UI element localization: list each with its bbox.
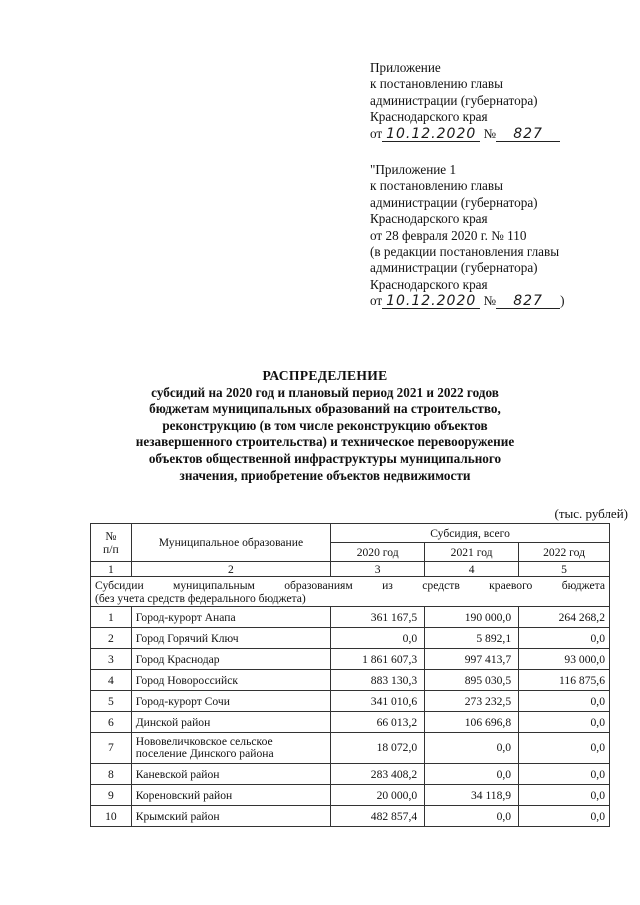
section-word: образованиям [284, 579, 353, 592]
appendix-line: администрации (губернатора) [370, 92, 538, 108]
section-cell [91, 577, 610, 607]
value-2021-cell: 0,0 [425, 764, 519, 785]
municipality-cell: Город-курорт Анапа [131, 607, 330, 628]
index-cell: 1 [91, 562, 132, 577]
value-2022-cell: 0,0 [519, 628, 610, 649]
section-word: средств [422, 579, 460, 592]
handwritten-date: 10.12.2020 [382, 127, 480, 142]
table-row [91, 649, 610, 670]
table-row [91, 806, 610, 827]
value-2020-cell: 482 857,4 [331, 806, 425, 827]
title-main: РАСПРЕДЕЛЕНИЕ [262, 368, 388, 383]
header-number: № п/п [91, 524, 132, 562]
section-line-2: (без учета средств федерального бюджета) [95, 592, 306, 605]
row-number-cell: 8 [91, 764, 132, 785]
value-2022-cell: 0,0 [519, 764, 610, 785]
index-cell: 2 [131, 562, 330, 577]
row-number-cell: 2 [91, 628, 132, 649]
appendix-line: Краснодарского края [370, 109, 488, 125]
row-number-cell: 9 [91, 785, 132, 806]
value-2021-cell: 34 118,9 [425, 785, 519, 806]
handwritten-number: 827 [496, 127, 560, 142]
value-2022-cell: 264 268,2 [519, 607, 610, 628]
appendix-line: Приложение [370, 60, 441, 75]
header-municipality: Муниципальное образование [131, 524, 330, 562]
date-prefix: от [370, 293, 383, 309]
value-2022-cell: 0,0 [519, 712, 610, 733]
index-row [91, 562, 610, 577]
section-word: муниципальным [173, 579, 255, 592]
table-row [91, 628, 610, 649]
section-word: бюджета [561, 579, 605, 592]
appendix1-line: Краснодарского края [370, 276, 488, 292]
table-row [91, 670, 610, 691]
document-title [90, 368, 560, 484]
title-line: значения, приобретение объектов недвижимости [179, 467, 471, 483]
value-2022-cell: 0,0 [519, 691, 610, 712]
title-line: объектов общественной инфраструктуры муниципального [148, 450, 502, 466]
section-word: Субсидии [95, 579, 144, 592]
table-row [91, 691, 610, 712]
title-line: незавершенного строительства) и техническое перевооружение [135, 434, 515, 450]
number-label: № [483, 293, 497, 309]
row-number-cell: 5 [91, 691, 132, 712]
value-2020-cell: 18 072,0 [331, 733, 425, 764]
value-2021-cell: 0,0 [425, 806, 519, 827]
municipality-cell: Нововеличковское сельское поселение Динского района [131, 733, 330, 764]
value-2022-cell: 0,0 [519, 806, 610, 827]
header-subsidy: Субсидия, всего [331, 524, 610, 543]
row-number-cell: 3 [91, 649, 132, 670]
value-2020-cell: 0,0 [331, 628, 425, 649]
value-2021-cell: 997 413,7 [425, 649, 519, 670]
appendix-header [370, 60, 560, 142]
value-2021-cell: 273 232,5 [425, 691, 519, 712]
index-cell: 5 [519, 562, 610, 577]
title-line: субсидий на 2020 год и плановый период 2021 и 2022 годов [151, 384, 499, 400]
value-2021-cell: 106 696,8 [425, 712, 519, 733]
appendix-date-line [370, 126, 560, 142]
index-cell: 3 [331, 562, 425, 577]
appendix1-line: "Приложение 1 [370, 162, 457, 177]
table-row [91, 607, 610, 628]
value-2020-cell: 66 013,2 [331, 712, 425, 733]
value-2022-cell: 116 875,6 [519, 670, 610, 691]
row-number-cell: 1 [91, 607, 132, 628]
value-2020-cell: 883 130,3 [331, 670, 425, 691]
row-number-cell: 7 [91, 733, 132, 764]
index-cell: 4 [425, 562, 519, 577]
value-2021-cell: 190 000,0 [425, 607, 519, 628]
closing-paren: ) [560, 293, 565, 309]
table-row [91, 785, 610, 806]
value-2021-cell: 895 030,5 [425, 670, 519, 691]
handwritten-number: 827 [496, 294, 560, 309]
municipality-cell: Город-курорт Сочи [131, 691, 330, 712]
value-2020-cell: 1 861 607,3 [331, 649, 425, 670]
title-line: реконструкцию (в том числе реконструкцию объектов [162, 417, 488, 433]
appendix1-line: администрации (губернатора) [370, 194, 538, 210]
header-year-2021: 2021 год [425, 543, 519, 562]
table-row [91, 764, 610, 785]
section-word: из [382, 579, 393, 592]
value-2020-cell: 283 408,2 [331, 764, 425, 785]
title-line: бюджетам муниципальных образований на строительство, [149, 401, 501, 417]
value-2022-cell: 0,0 [519, 733, 610, 764]
municipality-cell: Каневской район [131, 764, 330, 785]
date-prefix: от [370, 125, 383, 141]
value-2020-cell: 20 000,0 [331, 785, 425, 806]
municipality-cell: Город Краснодар [131, 649, 330, 670]
header-year-2020: 2020 год [331, 543, 425, 562]
value-2022-cell: 93 000,0 [519, 649, 610, 670]
row-number-cell: 10 [91, 806, 132, 827]
municipality-cell: Город Горячий Ключ [131, 628, 330, 649]
appendix1-line: Краснодарского края [370, 211, 488, 227]
municipality-cell: Динской район [131, 712, 330, 733]
subsidy-table [90, 523, 610, 827]
value-2021-cell: 0,0 [425, 733, 519, 764]
value-2020-cell: 341 010,6 [331, 691, 425, 712]
table-header-row [91, 524, 610, 543]
value-2020-cell: 361 167,5 [331, 607, 425, 628]
municipality-cell: Кореновский район [131, 785, 330, 806]
section-word: краевого [489, 579, 533, 592]
appendix1-line: от 28 февраля 2020 г. № 110 [370, 227, 527, 243]
section-row [91, 577, 610, 607]
table-row [91, 712, 610, 733]
appendix1-line: (в редакции постановления главы [370, 244, 560, 260]
value-2021-cell: 5 892,1 [425, 628, 519, 649]
number-label: № [483, 125, 497, 141]
municipality-cell: Город Новороссийск [131, 670, 330, 691]
appendix1-header [370, 162, 564, 310]
appendix1-date-line [370, 293, 564, 309]
handwritten-date: 10.12.2020 [382, 294, 480, 309]
table-row [91, 733, 610, 764]
appendix1-line: к постановлению главы [370, 178, 503, 194]
row-number-cell: 6 [91, 712, 132, 733]
appendix-line: к постановлению главы [370, 76, 503, 92]
row-number-cell: 4 [91, 670, 132, 691]
header-year-2022: 2022 год [519, 543, 610, 562]
units-label: (тыс. рублей) [554, 506, 628, 521]
municipality-cell: Крымский район [131, 806, 330, 827]
appendix1-line: администрации (губернатора) [370, 260, 538, 276]
value-2022-cell: 0,0 [519, 785, 610, 806]
section-line-1 [95, 579, 605, 592]
